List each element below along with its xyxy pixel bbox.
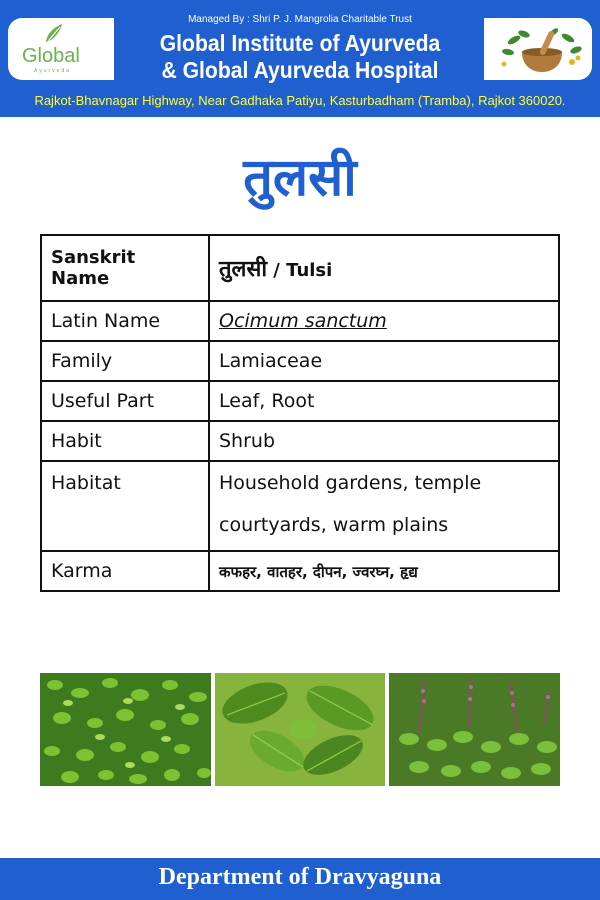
institute-address: Rajkot-Bhavnagar Highway, Near Gadhaka Patiyu, Kasturbadham (Tramba), Rajkot 360020. bbox=[34, 93, 566, 108]
sanskrit-name-value: तुलसी / Tulsi bbox=[209, 235, 559, 301]
karma-value: कफहर, वातहर, दीपन, ज्वरघ्न, हृद्य bbox=[209, 551, 559, 591]
karma-label: Karma bbox=[41, 551, 209, 591]
table-row bbox=[41, 421, 559, 461]
habit-label: Habit bbox=[41, 421, 209, 461]
managed-by-text: Managed By : Shri P. J. Mangrolia Charitable Trust bbox=[188, 14, 412, 25]
footer-banner bbox=[0, 858, 600, 900]
family-label: Family bbox=[41, 341, 209, 381]
table-row bbox=[41, 235, 559, 301]
address-bar bbox=[0, 85, 600, 117]
table-row bbox=[41, 381, 559, 421]
habit-value: Shrub bbox=[209, 421, 559, 461]
tulsi-flowering-photo bbox=[389, 673, 560, 786]
table-row bbox=[41, 341, 559, 381]
mortar-herbs-image bbox=[484, 18, 592, 80]
institute-title: Global Institute of Ayurveda bbox=[159, 30, 441, 56]
table-row bbox=[41, 301, 559, 341]
table-row bbox=[41, 551, 559, 591]
header-banner bbox=[0, 0, 600, 85]
plant-hindi-title: तुलसी bbox=[243, 148, 357, 208]
tulsi-bush-photo bbox=[40, 673, 211, 786]
logo-wordmark: Global bbox=[22, 45, 80, 67]
useful-part-label: Useful Part bbox=[41, 381, 209, 421]
hospital-title: & Global Ayurveda Hospital bbox=[161, 57, 439, 83]
plant-info-table bbox=[40, 234, 560, 592]
table-row bbox=[41, 461, 559, 551]
department-name: Department of Dravyaguna bbox=[158, 864, 442, 890]
habitat-label: Habitat bbox=[41, 461, 209, 551]
latin-name-label: Latin Name bbox=[41, 301, 209, 341]
family-value: Lamiaceae bbox=[209, 341, 559, 381]
useful-part-value: Leaf, Root bbox=[209, 381, 559, 421]
latin-name-value: Ocimum sanctum bbox=[209, 301, 559, 341]
habitat-value: Household gardens, temple courtyards, warm plains bbox=[209, 461, 559, 551]
logo-subtext: Ayurveda bbox=[34, 68, 72, 74]
sanskrit-name-label: Sanskrit Name bbox=[41, 235, 209, 301]
tulsi-leaf-closeup-photo bbox=[215, 673, 385, 786]
